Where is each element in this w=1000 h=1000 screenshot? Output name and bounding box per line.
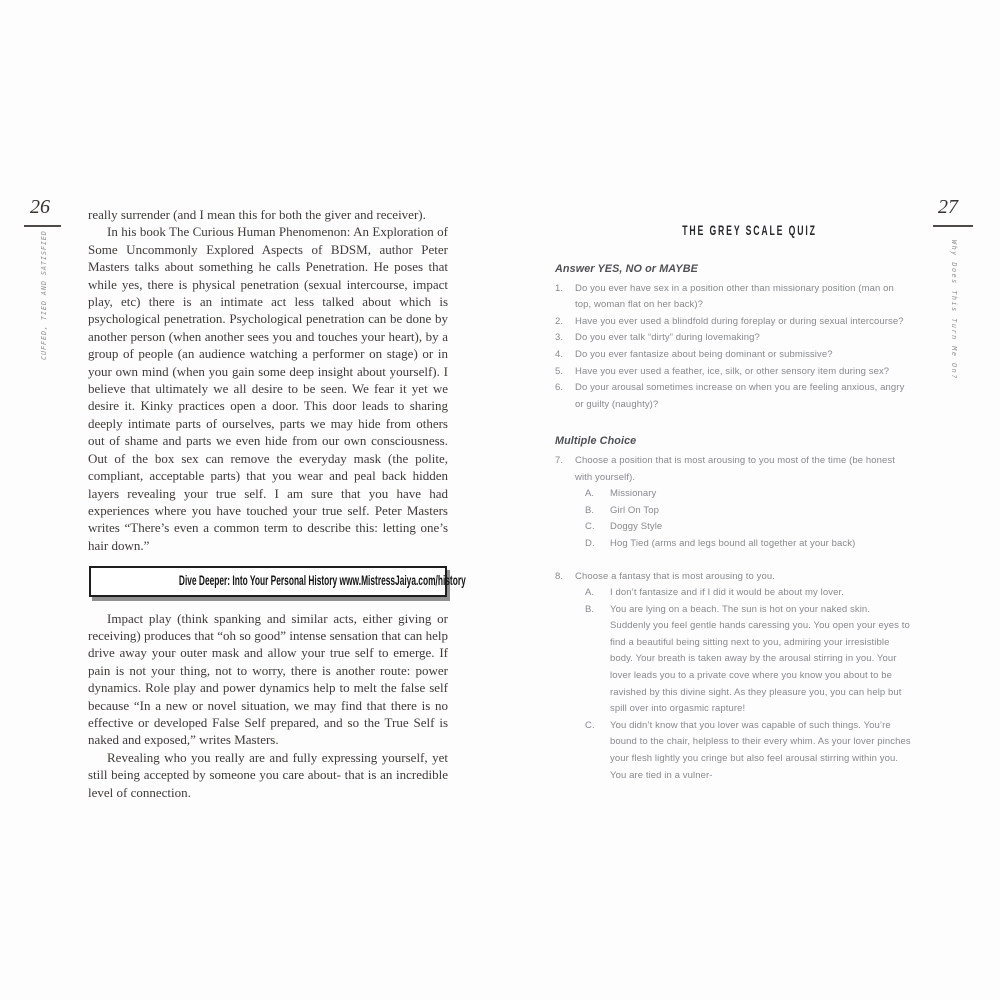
right-page-number: [938, 196, 958, 218]
question-4-text: Do you ever fantasize about being dominant or submissive?: [575, 348, 833, 360]
option-8c-letter: C.: [585, 719, 595, 731]
option-8c-text: You didn’t know that you lover was capable of such things. You’re bound to the chair, helpless to their every whim. As your lover pinches your flesh lightly you cringe but also feel arousal stirring within you. You are tied in a vulner-: [610, 719, 911, 781]
answer-instruction-heading: Answer YES, NO or MAYBE: [555, 263, 698, 275]
right-margin-caption: Why Does This Turn Me On?: [950, 240, 958, 380]
question-4-number: 4.: [555, 348, 564, 360]
option-8c: [555, 718, 911, 784]
option-7d-letter: D.: [585, 537, 595, 549]
option-7d: [555, 536, 911, 553]
question-5-text: Have you ever used a feather, ice, silk, or other sensory item during sex?: [575, 365, 890, 377]
question-7-number: 7.: [555, 454, 564, 466]
option-7c-text: Doggy Style: [610, 521, 663, 533]
question-3-text: Do you ever talk “dirty” during lovemaking?: [575, 332, 760, 344]
option-8b-text: You are lying on a beach. The sun is hot on your naked skin. Suddenly you feel gentle hands caressing you. You open your eyes to find a beautiful being sitting next to you, admiring your irresistible body. Your breath is taken away by the arousal stirring in you. Your lover leads you to a private cove where you know you about to be ravished by this divine sight. As they pleasure you, you can help but spill over into orgasmic rapture!: [610, 603, 910, 715]
right-page-number-text: 27: [938, 196, 958, 218]
left-page-number-rule: [24, 225, 61, 227]
paragraph-penetration: In his book The Curious Human Phenomenon: An Exploration of Some Uncommonly Explored Aspects of BDSM, author Peter Masters talks about something he calls Penetration. He poses that while yes, there is physical penetration (sexual intercourse, impact play, etc) there is an intimate act less talked about which is psychological penetration. Psychological penetration can be done by another person (when another sees you and touches your heart), by a group of people (an audience watching a performer on stage) or in your own mind (when you gain some deep insight about yourself). I believe that ultimately we all desire to be seen. We fear it yet we desire it. Kinky practices open a door. This door leads to sharing deeply intimate parts of ourselves, parts we may hide from others out of shame and parts we even hide from our own consciousness. Out of the box sex can remove the everyday mask (the polite, compliant, acceptable parts) that you wear and peal back hidden layers revealing your true self. I am sure that you have had experiences where you have touched your true self. Peter Masters writes “There’s even a common term to describe this: letting one’s hair down.”: [88, 224, 448, 553]
option-8a-letter: A.: [585, 587, 595, 599]
option-7b-text: Girl On Top: [610, 504, 659, 516]
dive-deeper-callout: [89, 566, 466, 596]
question-1-number: 1.: [555, 282, 564, 294]
question-5-number: 5.: [555, 365, 564, 377]
option-8b: [555, 602, 911, 718]
multiple-choice-heading: Multiple Choice: [555, 435, 637, 448]
left-page-number-text: 26: [30, 196, 50, 218]
question-3: [555, 330, 911, 347]
question-5: [555, 364, 911, 381]
quiz-body: [555, 261, 911, 784]
quiz-title-text: THE GREY SCALE QUIZ: [681, 222, 817, 238]
left-margin-caption: CUFFED, TIED AND SATISFIED: [40, 230, 48, 360]
question-4: [555, 347, 911, 364]
question-8-text: Choose a fantasy that is most arousing to you.: [575, 570, 775, 582]
paragraph-continuation: really surrender (and I mean this for both the giver and receiver).: [88, 207, 426, 222]
question-1: [555, 281, 911, 314]
option-8a: [555, 585, 911, 602]
question-2-number: 2.: [555, 315, 564, 327]
question-6: [555, 380, 911, 413]
left-page-body: [88, 206, 466, 801]
question-2: [555, 314, 911, 331]
question-6-number: 6.: [555, 382, 564, 394]
option-7c-letter: C.: [585, 521, 595, 533]
left-page-number: [30, 196, 50, 218]
paragraph-revealing: Revealing who you really are and fully expressing yourself, yet still being accepted by someone you care about- that is an incredible level of connection.: [88, 749, 448, 800]
option-7b: [555, 503, 911, 520]
option-7d-text: Hog Tied (arms and legs bound all together at your back): [610, 537, 856, 549]
dive-deeper-text: Dive Deeper: Into Your Personal History www.MistressJaiya.com/history: [178, 573, 466, 589]
option-7a-text: Missionary: [610, 488, 657, 500]
option-8a-text: I don’t fantasize and if I did it would be about my lover.: [610, 587, 844, 599]
option-7b-letter: B.: [585, 504, 595, 516]
question-3-number: 3.: [555, 332, 564, 344]
question-8: [555, 569, 911, 586]
question-7-text: Choose a position that is most arousing to you most of the time (be honest with yourself).: [575, 454, 896, 483]
question-2-text: Have you ever used a blindfold during foreplay or during sexual intercourse?: [575, 315, 904, 327]
paragraph-impact-play: Impact play (think spanking and similar acts, either giving or receiving) produces that “oh so good” intense sensation that can help drive away your outer mask and allow your true self to emerge. If pain is not your thing, not to worry, there is another route: power dynamics. Role play and power dynamics help to melt the false self because “In a new or novel situation, we may find that there is no effective or developed False Self prepared, and so the True Self is naked and exposed,” writes Masters.: [88, 610, 448, 748]
option-7a-letter: A.: [585, 488, 595, 500]
option-8b-letter: B.: [585, 603, 595, 615]
question-1-text: Do you ever have sex in a position other than missionary position (man on top, woman flat on her back)?: [575, 282, 894, 311]
question-8-number: 8.: [555, 570, 564, 582]
option-7c: [555, 519, 911, 536]
quiz-title: [555, 222, 943, 240]
question-6-text: Do your arousal sometimes increase on when you are feeling anxious, angry or guilty (naughty)?: [575, 382, 905, 410]
question-7: [555, 453, 911, 486]
option-7a: [555, 486, 911, 503]
